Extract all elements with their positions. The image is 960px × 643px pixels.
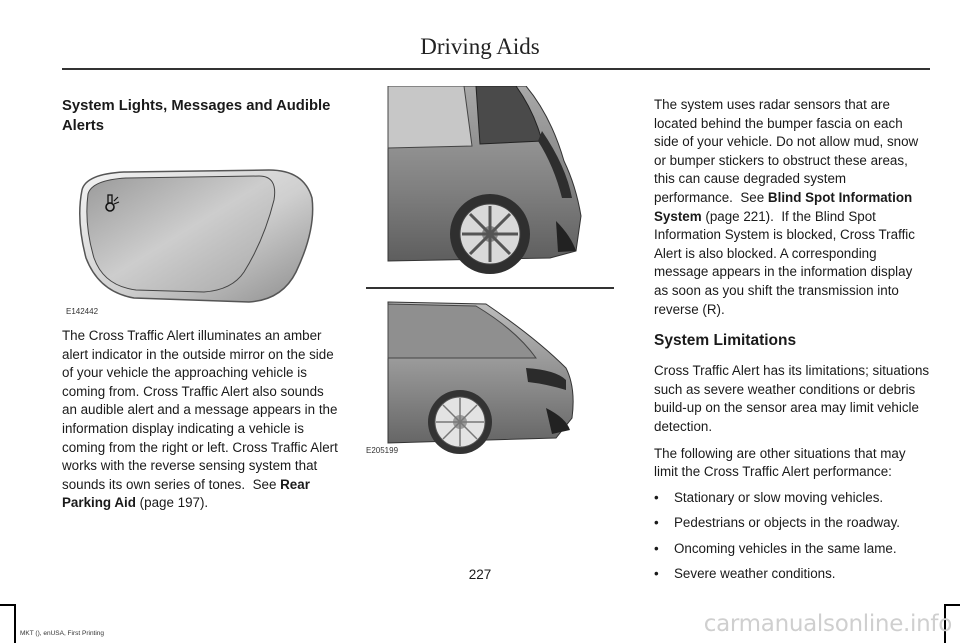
header-rule bbox=[62, 68, 930, 70]
situations-paragraph: The following are other situations that may limit the Cross Traffic Alert performance: bbox=[654, 445, 906, 480]
watermark-text: carmanualsonline.info bbox=[703, 611, 952, 637]
bullet-item: • Pedestrians or objects in the roadway. bbox=[654, 515, 901, 531]
limitations-paragraph: Cross Traffic Alert has its limitations; situations such as severe weather conditions or debris build-up on the sensor area may limit vehicle detection. bbox=[654, 363, 930, 434]
page-number: 227 bbox=[468, 567, 492, 582]
page-title: Driving Aids bbox=[420, 34, 540, 59]
radar-sensor-paragraph: The system uses radar sensors that are located behind the bumper fascia on each side of your vehicle. Do not allow mud, snow or bumper stickers to obstruct these areas, this can cause degraded system performance. See Blind Spot Information System (page 221). If the Blind Spot Information System is blocked, Cross Traffic Alert is also blocked. A corresponding message appears in the information display as soon as you shift the transmission into reverse (R). bbox=[654, 97, 919, 317]
sedan-rear-illustration bbox=[366, 298, 614, 466]
crop-mark bbox=[0, 604, 16, 606]
bullet-item: • Severe weather conditions. bbox=[654, 566, 836, 582]
system-limitations-heading: System Limitations bbox=[654, 332, 797, 350]
figure-code-vehicles: E205199 bbox=[366, 446, 399, 455]
right-column bbox=[654, 96, 930, 584]
link-blind-spot-information-system[interactable]: Blind Spot Information System bbox=[654, 189, 913, 224]
bullet-item: • Stationary or slow moving vehicles. bbox=[654, 489, 884, 505]
left-body bbox=[62, 327, 342, 513]
left-column bbox=[62, 96, 342, 136]
footer-text: MKT (), enUSA, First Printing bbox=[20, 630, 105, 637]
bullet-item: • Oncoming vehicles in the same lame. bbox=[654, 540, 897, 556]
figure-code-mirror: E142442 bbox=[66, 307, 99, 316]
suv-rear-illustration bbox=[366, 86, 614, 286]
crop-mark bbox=[14, 604, 16, 643]
mirror-illustration bbox=[64, 160, 344, 320]
body-paragraph: The Cross Traffic Alert illuminates an amber alert indicator in the outside mirror on the side of your vehicle the approaching vehicle is coming from. Cross Traffic Alert also sounds an audible alert and a message appears in the information display indicating a vehicle is coming from the right or left. Cross Traffic Alert works with the reverse sensing system that sounds its own series of tones. See Rear Parking Aid (page 197). bbox=[62, 328, 338, 511]
section-heading: System Lights, Messages and Audible Alerts bbox=[62, 98, 331, 134]
crop-mark bbox=[944, 604, 960, 606]
link-rear-parking-aid[interactable]: Rear Parking Aid bbox=[62, 476, 310, 511]
figure-divider bbox=[366, 287, 614, 289]
